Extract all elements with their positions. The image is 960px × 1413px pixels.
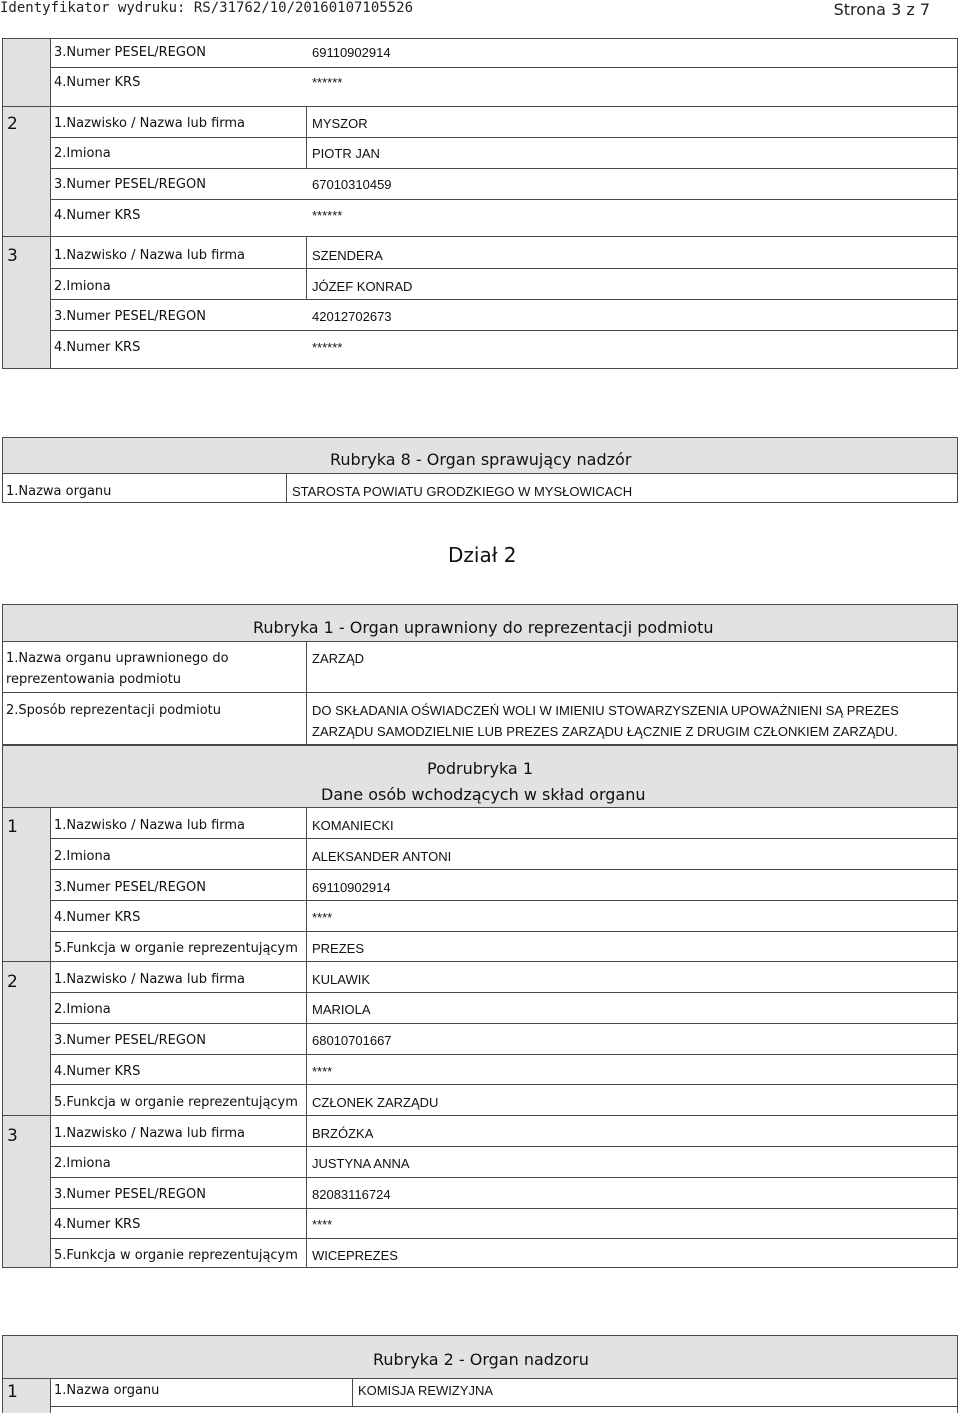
organ-name-value: KOMISJA REWIZYJNA	[358, 1383, 494, 1398]
method-value-line2: ZARZĄDU SAMODZIELNIE LUB PREZES ZARZĄDU ŁĄCZNIE Z DRUGIM CZŁONKIEM ZARZĄDU.	[312, 724, 898, 739]
pesel-label: 3.Numer PESEL/REGON	[54, 177, 206, 192]
name-label: 1.Nazwisko / Nazwa lub firma	[54, 1126, 246, 1141]
first-names-value: MARIOLA	[312, 1002, 371, 1017]
organ-name-label: 1.Nazwa organu	[54, 1383, 160, 1398]
function-value: PREZES	[312, 941, 365, 956]
krs-value: ******	[312, 208, 343, 223]
name-value: SZENDERA	[312, 248, 383, 263]
member-number: 2	[7, 972, 18, 992]
function-value: CZŁONEK ZARZĄDU	[312, 1095, 439, 1110]
organ-name-label: 1.Nazwa organu	[6, 484, 112, 499]
rubryka1-title: Rubryka 1 - Organ uprawniony do reprezentacji podmiotu	[253, 618, 714, 637]
name-value: MYSZOR	[312, 116, 368, 131]
member-number: 3	[7, 1126, 18, 1146]
entry-number: 1	[7, 1382, 18, 1402]
krs-label: 4.Numer KRS	[54, 340, 141, 355]
rubryka2-title: Rubryka 2 - Organ nadzoru	[373, 1350, 589, 1369]
krs-value: ****	[312, 1217, 333, 1232]
krs-label: 4.Numer KRS	[54, 1217, 141, 1232]
entry-number: 2	[7, 114, 18, 134]
name-value: KULAWIK	[312, 972, 371, 987]
pesel-label: 3.Numer PESEL/REGON	[54, 309, 206, 324]
organ-label-line2: reprezentowania podmiotu	[6, 672, 182, 687]
method-label: 2.Sposób reprezentacji podmiotu	[6, 703, 221, 718]
pesel-label: 3.Numer PESEL/REGON	[54, 45, 206, 60]
page-number: Strona 3 z 7	[833, 0, 930, 19]
pesel-value: 68010701667	[312, 1033, 392, 1048]
krs-value: ******	[312, 340, 343, 355]
organ-label-line1: 1.Nazwa organu uprawnionego do	[6, 651, 229, 666]
organ-name-value: STAROSTA POWIATU GRODZKIEGO W MYSŁOWICACH	[292, 484, 633, 499]
function-label: 5.Funkcja w organie reprezentującym	[54, 1248, 298, 1263]
first-names-label: 2.Imiona	[54, 279, 111, 294]
name-label: 1.Nazwisko / Nazwa lub firma	[54, 972, 246, 987]
first-names-label: 2.Imiona	[54, 849, 111, 864]
pesel-value: 69110902914	[312, 880, 391, 895]
podrubryka-subtitle: Dane osób wchodzących w skład organu	[321, 785, 646, 804]
first-names-value: JÓZEF KONRAD	[312, 279, 413, 294]
name-value: KOMANIECKI	[312, 818, 394, 833]
krs-value: ******	[312, 75, 343, 90]
pesel-value: 67010310459	[312, 177, 392, 192]
function-value: WICEPREZES	[312, 1248, 398, 1263]
krs-label: 4.Numer KRS	[54, 75, 141, 90]
podrubryka-title: Podrubryka 1	[427, 759, 533, 778]
first-names-label: 2.Imiona	[54, 146, 111, 161]
pesel-value: 42012702673	[312, 309, 392, 324]
pesel-label: 3.Numer PESEL/REGON	[54, 1033, 206, 1048]
first-names-value: ALEKSANDER ANTONI	[312, 849, 452, 864]
krs-value: ****	[312, 1064, 333, 1079]
name-label: 1.Nazwisko / Nazwa lub firma	[54, 818, 246, 833]
entry-number: 3	[7, 246, 18, 266]
pesel-label: 3.Numer PESEL/REGON	[54, 1187, 206, 1202]
name-label: 1.Nazwisko / Nazwa lub firma	[54, 248, 246, 263]
krs-value: ****	[312, 910, 333, 925]
krs-label: 4.Numer KRS	[54, 910, 141, 925]
krs-label: 4.Numer KRS	[54, 208, 141, 223]
krs-label: 4.Numer KRS	[54, 1064, 141, 1079]
first-names-label: 2.Imiona	[54, 1156, 111, 1171]
method-value-line1: DO SKŁADANIA OŚWIADCZEŃ WOLI W IMIENIU STOWARZYSZENIA UPOWAŻNIENI SĄ PREZES	[312, 703, 899, 718]
rubryka8-title: Rubryka 8 - Organ sprawujący nadzór	[330, 450, 632, 469]
organ-value: ZARZĄD	[312, 651, 364, 666]
pesel-label: 3.Numer PESEL/REGON	[54, 880, 206, 895]
pesel-value: 69110902914	[312, 45, 391, 60]
member-number: 1	[7, 817, 18, 837]
function-label: 5.Funkcja w organie reprezentującym	[54, 941, 298, 956]
section-title: Dział 2	[448, 543, 517, 567]
first-names-value: PIOTR JAN	[312, 146, 380, 161]
first-names-value: JUSTYNA ANNA	[312, 1156, 410, 1171]
pesel-value: 82083116724	[312, 1187, 391, 1202]
name-label: 1.Nazwisko / Nazwa lub firma	[54, 116, 246, 131]
name-value: BRZÓZKA	[312, 1126, 374, 1141]
function-label: 5.Funkcja w organie reprezentującym	[54, 1095, 298, 1110]
first-names-label: 2.Imiona	[54, 1002, 111, 1017]
document-id: Identyfikator wydruku: RS/31762/10/20160107105526	[0, 0, 414, 16]
